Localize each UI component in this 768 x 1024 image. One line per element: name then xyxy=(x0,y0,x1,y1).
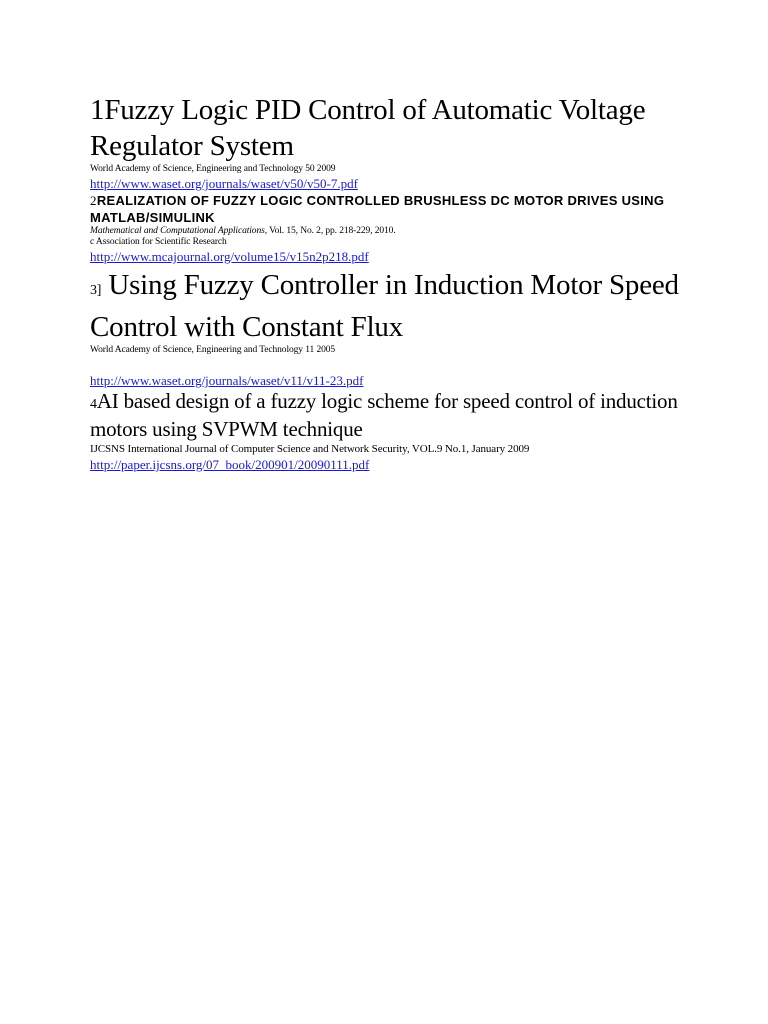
reference-2-journal: Mathematical and Computational Applications xyxy=(90,226,265,236)
reference-2-source xyxy=(90,226,730,237)
reference-3-link[interactable]: http://www.waset.org/journals/waset/v11/v11-23.pdf xyxy=(90,373,364,388)
reference-2-copyright: c Association for Scientific Research xyxy=(90,237,227,247)
reference-list xyxy=(90,92,730,473)
reference-4-title xyxy=(90,389,730,442)
reference-1-title-text: Fuzzy Logic PID Control of Automatic Voltage Regulator System xyxy=(90,94,646,162)
reference-2-title xyxy=(90,192,730,226)
reference-4-source: IJCSNS International Journal of Computer Science and Network Security, VOL.9 No.1, January 2009 xyxy=(90,443,530,455)
reference-2-number: 2 xyxy=(90,193,97,208)
reference-1-source: World Academy of Science, Engineering and Technology 50 2009 xyxy=(90,164,336,174)
reference-2-volume: , Vol. 15, No. 2, pp. 218-229, 2010. xyxy=(264,226,396,236)
reference-3-title-text: Using Fuzzy Controller in Induction Motor Speed Control with Constant Flux xyxy=(90,269,679,343)
reference-1-number: 1 xyxy=(90,94,105,126)
reference-3-source: World Academy of Science, Engineering and Technology 11 2005 xyxy=(90,345,336,355)
reference-2-title-text: REALIZATION OF FUZZY LOGIC CONTROLLED BRUSHLESS DC MOTOR DRIVES USING MATLAB/SIMULINK xyxy=(90,193,665,225)
reference-4-number: 4 xyxy=(90,397,97,412)
reference-3-title xyxy=(90,267,730,345)
reference-3-number: 3] xyxy=(90,283,102,298)
reference-2-link[interactable]: http://www.mcajournal.org/volume15/v15n2p218.pdf xyxy=(90,249,369,264)
reference-1-title xyxy=(90,92,730,164)
reference-4-title-text: AI based design of a fuzzy logic scheme for speed control of induction motors using SVPWM technique xyxy=(90,389,678,441)
reference-1-link[interactable]: http://www.waset.org/journals/waset/v50/v50-7.pdf xyxy=(90,176,358,191)
reference-4-link[interactable]: http://paper.ijcsns.org/07_book/200901/20090111.pdf xyxy=(90,457,370,472)
